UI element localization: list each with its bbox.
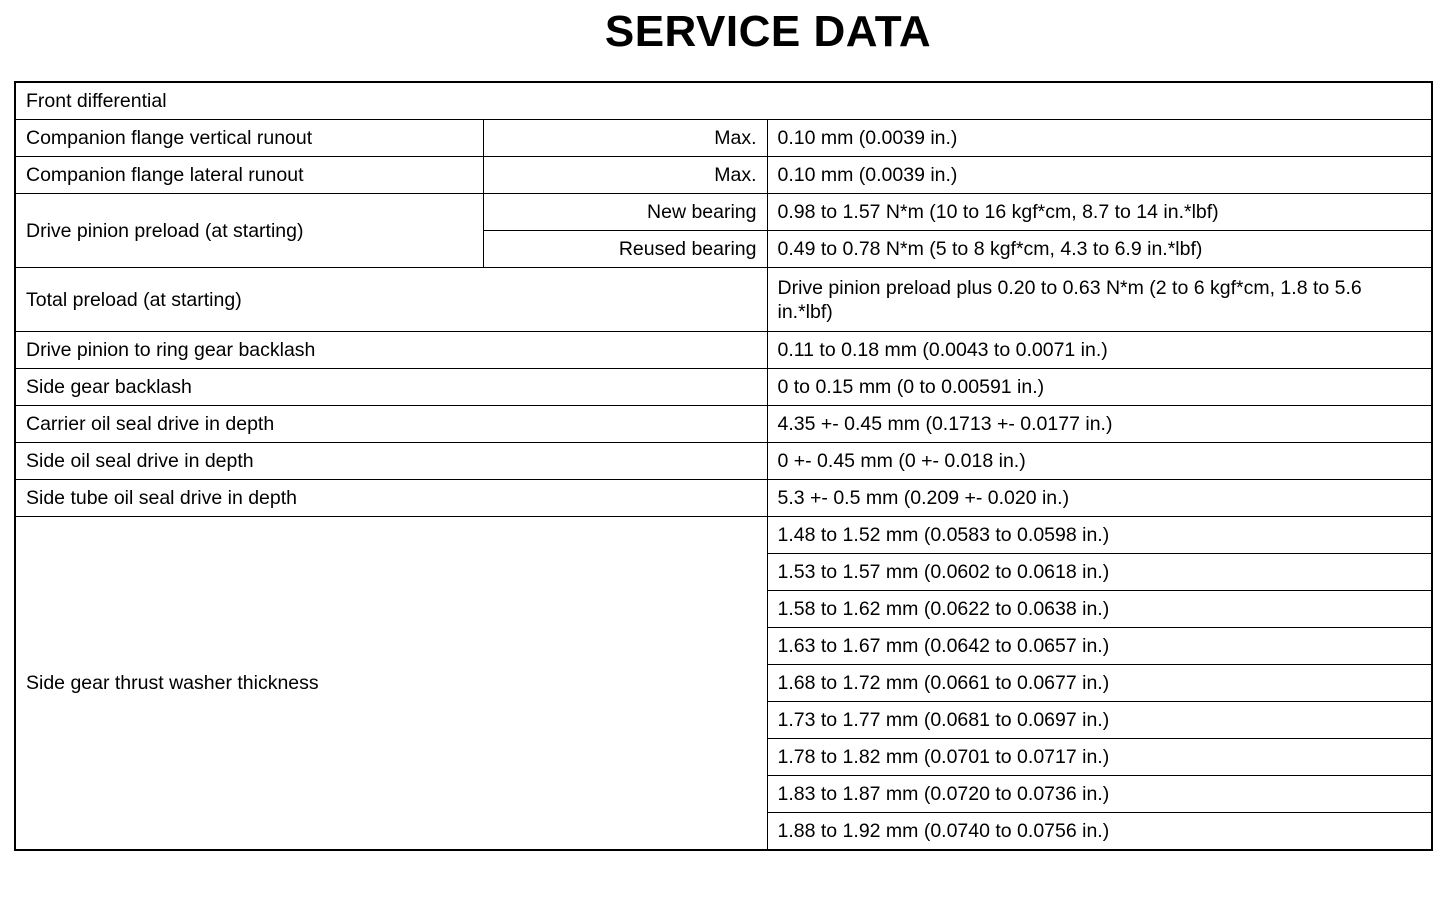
item-value: 0.49 to 0.78 N*m (5 to 8 kgf*cm, 4.3 to 6.9 in.*lbf) [767,231,1432,268]
item-value: 1.48 to 1.52 mm (0.0583 to 0.0598 in.) [767,517,1432,554]
item-value: 1.88 to 1.92 mm (0.0740 to 0.0756 in.) [767,813,1432,851]
item-value: 1.83 to 1.87 mm (0.0720 to 0.0736 in.) [767,776,1432,813]
table-row [15,157,1432,194]
table-row [15,194,1432,231]
item-qualifier: Reused bearing [483,231,767,268]
item-label: Carrier oil seal drive in depth [15,406,767,443]
item-qualifier: Max. [483,120,767,157]
item-label: Side oil seal drive in depth [15,443,767,480]
item-value: 1.78 to 1.82 mm (0.0701 to 0.0717 in.) [767,739,1432,776]
item-value: 0 to 0.15 mm (0 to 0.00591 in.) [767,369,1432,406]
table-row [15,443,1432,480]
item-value: 0.10 mm (0.0039 in.) [767,157,1432,194]
item-value: 1.53 to 1.57 mm (0.0602 to 0.0618 in.) [767,554,1432,591]
table-row [15,517,1432,554]
item-value: 1.63 to 1.67 mm (0.0642 to 0.0657 in.) [767,628,1432,665]
item-label: Companion flange vertical runout [15,120,483,157]
item-value: 5.3 +- 0.5 mm (0.209 +- 0.020 in.) [767,480,1432,517]
item-value: Drive pinion preload plus 0.20 to 0.63 N*m (2 to 6 kgf*cm, 1.8 to 5.6 in.*lbf) [767,268,1432,332]
table-row [15,480,1432,517]
item-value: 0 +- 0.45 mm (0 +- 0.018 in.) [767,443,1432,480]
item-label: Total preload (at starting) [15,268,767,332]
item-qualifier: New bearing [483,194,767,231]
item-value: 1.73 to 1.77 mm (0.0681 to 0.0697 in.) [767,702,1432,739]
item-label: Drive pinion to ring gear backlash [15,332,767,369]
table-row [15,369,1432,406]
item-value: 0.10 mm (0.0039 in.) [767,120,1432,157]
table-row [15,332,1432,369]
item-qualifier: Max. [483,157,767,194]
table-row [15,268,1432,332]
item-label: Drive pinion preload (at starting) [15,194,483,268]
item-value: 4.35 +- 0.45 mm (0.1713 +- 0.0177 in.) [767,406,1432,443]
page-title: SERVICE DATA [604,7,932,56]
item-label: Side gear thrust washer thickness [15,517,767,851]
table-row [15,406,1432,443]
section-heading: Front differential [15,82,1432,120]
item-label: Side gear backlash [15,369,767,406]
table-row-section [15,82,1432,120]
item-value: 0.11 to 0.18 mm (0.0043 to 0.0071 in.) [767,332,1432,369]
item-label: Companion flange lateral runout [15,157,483,194]
item-value: 0.98 to 1.57 N*m (10 to 16 kgf*cm, 8.7 to 14 in.*lbf) [767,194,1432,231]
item-value: 1.58 to 1.62 mm (0.0622 to 0.0638 in.) [767,591,1432,628]
item-value: 1.68 to 1.72 mm (0.0661 to 0.0677 in.) [767,665,1432,702]
item-label: Side tube oil seal drive in depth [15,480,767,517]
service-data-table [14,81,1433,851]
table-row [15,120,1432,157]
